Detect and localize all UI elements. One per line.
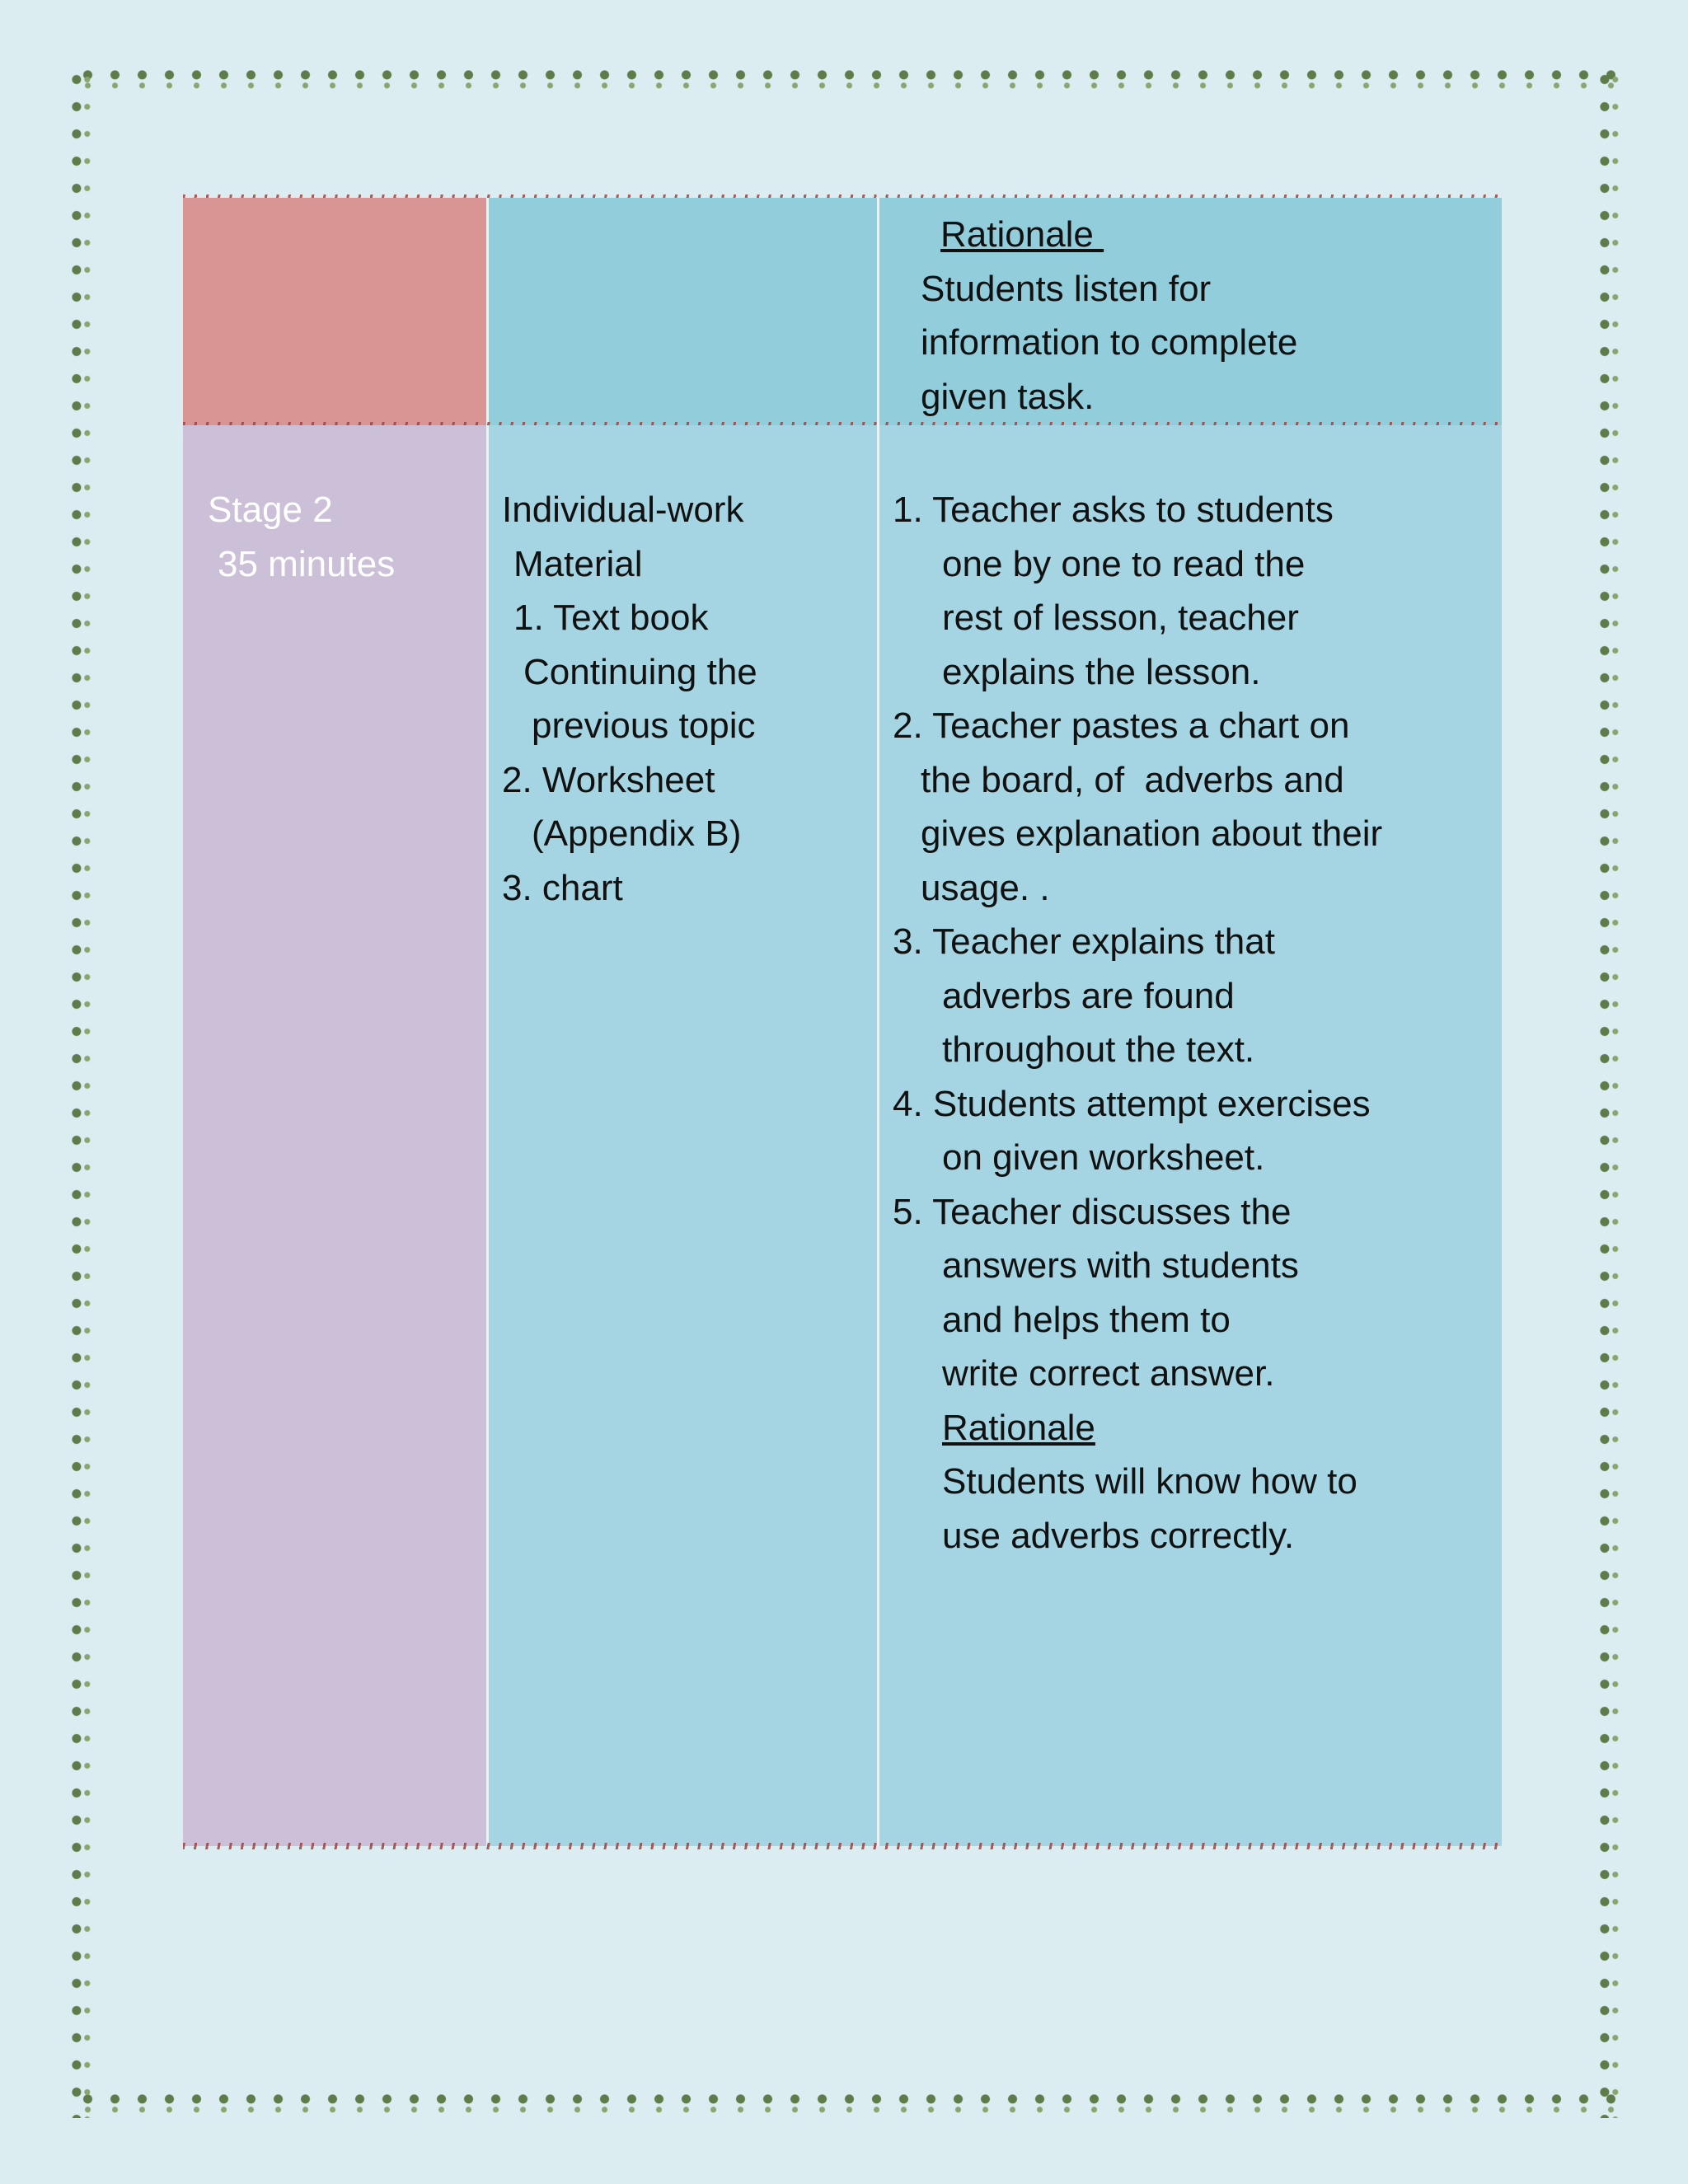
materials-list <box>502 483 757 915</box>
procedure-rationale-line-1: Students will know how to <box>942 1461 1357 1502</box>
materials-line-6: 2. Worksheet <box>502 759 715 800</box>
top-rationale-line-3: given task. <box>921 376 1095 417</box>
materials-line-7: (Appendix B) <box>532 813 742 854</box>
procedure-cell <box>877 425 1502 1846</box>
stage-number: Stage 2 <box>208 490 333 530</box>
procedure-1-line-4: explains the lesson. <box>942 651 1261 692</box>
top-rationale-title: Rationale <box>940 214 1104 255</box>
procedure-3-line-2: adverbs are found <box>942 975 1235 1016</box>
procedure-rationale-line-2: use adverbs correctly. <box>942 1515 1295 1556</box>
materials-line-2: Material <box>513 543 643 584</box>
materials-line-8: 3. chart <box>502 867 623 908</box>
decorative-border-bottom <box>74 2090 1615 2118</box>
top-procedure-cell <box>877 198 1502 425</box>
procedure-2-line-3: gives explanation about their <box>921 813 1383 854</box>
materials-line-1: Individual-work <box>502 490 744 530</box>
procedure-4-line-1: 4. Students attempt exercises <box>893 1083 1371 1124</box>
procedure-5-line-2: answers with students <box>942 1245 1299 1286</box>
materials-line-4: Continuing the <box>523 651 757 692</box>
lesson-plan-table <box>183 198 1502 1846</box>
stage-label <box>208 483 395 591</box>
decorative-border-left <box>68 66 96 2118</box>
procedure-list <box>893 483 1382 1563</box>
procedure-3-line-3: throughout the text. <box>942 1029 1255 1070</box>
top-rationale-line-1: Students listen for <box>921 268 1212 309</box>
table-bottom-dashed-border <box>183 1843 1502 1849</box>
procedure-5-line-1: 5. Teacher discusses the <box>893 1191 1292 1232</box>
stage-cell <box>183 425 486 1846</box>
top-rationale-line-2: information to complete <box>921 322 1298 363</box>
decorative-border-right <box>1596 66 1624 2118</box>
procedure-2-line-4: usage. . <box>921 867 1050 908</box>
procedure-5-line-4: write correct answer. <box>942 1353 1275 1394</box>
materials-line-3: 1. Text book <box>513 598 709 638</box>
procedure-1-line-1: 1. Teacher asks to students <box>893 490 1334 530</box>
table-row-stage-2 <box>183 425 1502 1846</box>
procedure-1-line-3: rest of lesson, teacher <box>942 598 1299 638</box>
top-rationale-block <box>921 208 1297 424</box>
top-materials-cell <box>486 198 877 425</box>
materials-line-5: previous topic <box>532 705 756 746</box>
procedure-4-line-2: on given worksheet. <box>942 1137 1265 1178</box>
procedure-5-line-3: and helps them to <box>942 1299 1231 1340</box>
table-row-top <box>183 198 1502 425</box>
stage-duration: 35 minutes <box>218 543 396 584</box>
top-stage-cell <box>183 198 486 425</box>
materials-cell <box>486 425 877 1846</box>
procedure-2-line-1: 2. Teacher pastes a chart on <box>893 705 1350 746</box>
procedure-2-line-2: the board, of adverbs and <box>921 759 1344 800</box>
procedure-3-line-1: 3. Teacher explains that <box>893 921 1275 962</box>
procedure-rationale-title: Rationale <box>942 1407 1095 1448</box>
procedure-1-line-2: one by one to read the <box>942 543 1306 584</box>
decorative-border-top <box>74 66 1615 94</box>
